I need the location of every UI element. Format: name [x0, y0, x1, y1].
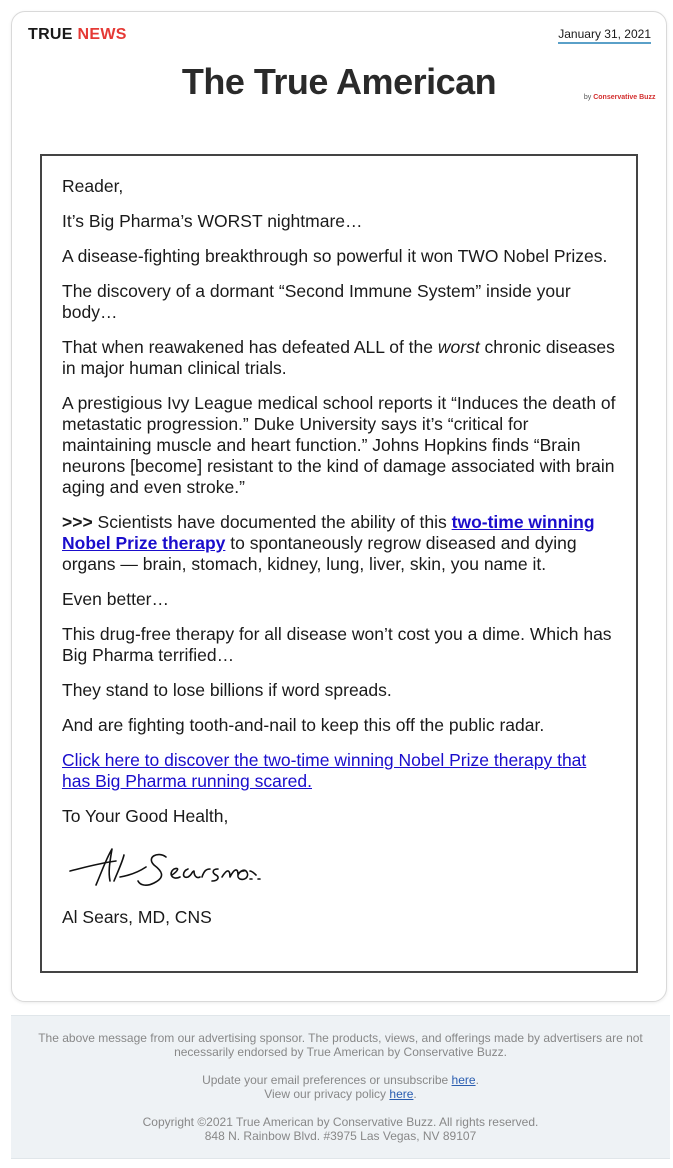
paragraph-2: A disease-fighting breakthrough so powerful it won TWO Nobel Prizes. — [62, 246, 608, 266]
paragraph-4 — [62, 337, 616, 379]
footer-privacy — [33, 1087, 648, 1101]
issue-date: January 31, 2021 — [558, 27, 651, 44]
paragraph-10: And are fighting tooth-and-nail to keep this off the public radar. — [62, 715, 545, 735]
brand-true: TRUE — [28, 26, 73, 43]
paragraph-1: It’s Big Pharma’s WORST nightmare… — [62, 211, 363, 231]
footer-copyright: Copyright ©2021 True American by Conservative Buzz. All rights reserved. — [142, 1115, 539, 1129]
p4-emphasis: worst — [437, 337, 480, 357]
arrows-marker: >>> — [62, 512, 93, 532]
masthead — [12, 60, 666, 104]
footer-disclaimer: The above message from our advertising sponsor. The products, views, and offerings made by advertisers are not necessarily endorsed by True American by Conservative Buzz. — [38, 1031, 643, 1059]
byline-brand: Conservative Buzz — [593, 94, 656, 101]
unsubscribe-link[interactable]: here — [451, 1073, 476, 1087]
signature-graphic — [66, 841, 266, 895]
cta-paragraph — [62, 750, 616, 792]
paragraph-3: The discovery of a dormant “Second Immune System” inside your body… — [62, 281, 571, 322]
masthead-byline — [584, 94, 656, 101]
letter-body — [40, 154, 638, 973]
paragraph-7: Even better… — [62, 589, 169, 609]
privacy-policy-link[interactable]: here — [389, 1087, 414, 1101]
p4-text-b: chronic diseases in major human clinical trials. — [62, 337, 615, 378]
paragraph-8: This drug-free therapy for all disease won’t cost you a dime. Which has Big Pharma terrified… — [62, 624, 612, 665]
footer-preferences — [33, 1073, 648, 1087]
paragraph-5: A prestigious Ivy League medical school reports it “Induces the death of metastatic progression.” Duke University says it’s “critical for maintaining muscle and heart function.” Johns Hopkins finds “Brain neurons [become] resistant to the kind of damage associated with brain aging and even stroke.” — [62, 393, 616, 497]
byline-by: by — [583, 94, 592, 101]
p6-text-a: Scientists have documented the ability of this — [92, 512, 452, 532]
footer — [11, 1015, 670, 1159]
cta-link[interactable]: Click here to discover the two-time winning Nobel Prize therapy that has Big Pharma running scared. — [62, 750, 587, 791]
email-card — [11, 11, 667, 1002]
closing: To Your Good Health, — [62, 806, 229, 826]
greeting: Reader, — [62, 176, 124, 196]
true-news-logo[interactable] — [28, 26, 127, 44]
privacy-text: View our privacy policy — [264, 1087, 390, 1101]
masthead-title: The True American — [181, 61, 497, 102]
signer-name: Al Sears, MD, CNS — [62, 907, 212, 927]
p6-text-b: to spontaneously regrow diseased and dying organs — brain, stomach, kidney, lung, liver, skin, you name it. — [62, 533, 577, 574]
prefs-period: . — [475, 1073, 479, 1087]
paragraph-9: They stand to lose billions if word spreads. — [62, 680, 392, 700]
nobel-therapy-link[interactable]: two-time winning Nobel Prize therapy — [62, 512, 595, 553]
signature-image — [66, 841, 616, 895]
paragraph-6 — [62, 512, 616, 575]
p4-text-a: That when reawakened has defeated ALL of the — [62, 337, 438, 357]
footer-address: 848 N. Rainbow Blvd. #3975 Las Vegas, NV 89107 — [204, 1129, 477, 1143]
prefs-text: Update your email preferences or unsubscribe — [202, 1073, 452, 1087]
brand-news: NEWS — [77, 26, 127, 43]
privacy-period: . — [413, 1087, 417, 1101]
